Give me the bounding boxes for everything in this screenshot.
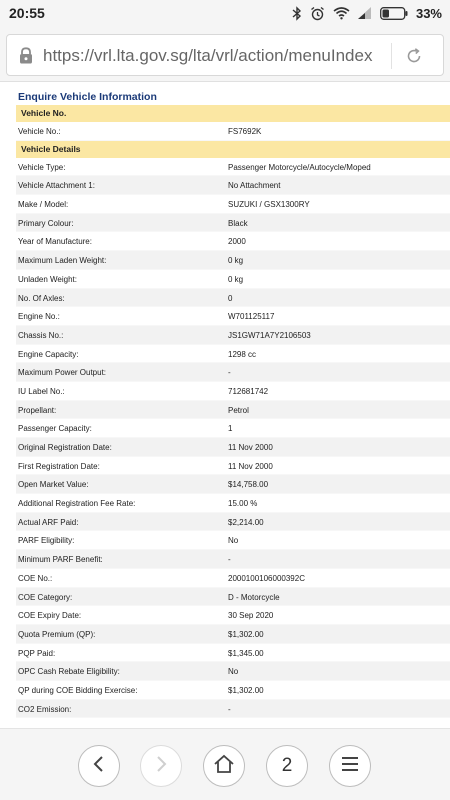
field-value: $2,214.00	[228, 517, 264, 527]
field-value: D - Motorcycle	[228, 592, 280, 602]
table-row	[16, 550, 450, 569]
field-label: Primary Colour:	[18, 218, 74, 228]
table-row	[16, 700, 450, 719]
page-content	[0, 83, 450, 723]
field-label: OPC Cash Rebate Eligibility:	[18, 667, 120, 677]
bluetooth-icon	[292, 6, 302, 21]
alarm-icon	[310, 6, 325, 21]
table-row	[16, 401, 450, 420]
field-label: No. Of Axles:	[18, 293, 65, 303]
field-label: Additional Registration Fee Rate:	[18, 499, 136, 509]
field-label: Vehicle Type:	[18, 162, 66, 172]
field-label: Maximum Laden Weight:	[18, 256, 107, 266]
table-row	[16, 326, 450, 345]
field-label: Maximum Power Output:	[18, 368, 107, 378]
table-row	[16, 475, 450, 494]
field-label: Year of Manufacture:	[18, 237, 92, 247]
wifi-icon	[333, 6, 350, 20]
field-value: $1,302.00	[228, 685, 264, 695]
field-value: -	[228, 704, 231, 714]
lock-icon	[19, 47, 33, 69]
forward-button[interactable]	[140, 745, 182, 787]
table-row	[16, 122, 450, 141]
home-button[interactable]	[203, 745, 245, 787]
table-row	[16, 158, 450, 177]
field-value: 11 Nov 2000	[228, 461, 273, 471]
field-value: -	[228, 368, 231, 378]
field-label: Open Market Value:	[18, 480, 89, 490]
field-value: $1,345.00	[228, 648, 264, 658]
table-row	[16, 307, 450, 326]
table-row	[16, 438, 450, 457]
tabs-button[interactable]	[266, 745, 308, 787]
table-row	[16, 345, 450, 364]
field-label: Engine No.:	[18, 312, 60, 322]
table-row	[16, 494, 450, 513]
field-label: Vehicle No.:	[18, 127, 61, 136]
field-value: No Attachment	[228, 181, 281, 191]
battery-icon	[380, 7, 408, 20]
table-row	[16, 681, 450, 700]
field-label: Original Registration Date:	[18, 443, 112, 452]
field-label: COE Category:	[18, 592, 73, 602]
status-bar	[0, 0, 450, 26]
table-row	[16, 251, 450, 270]
chevron-left-icon	[91, 755, 107, 778]
table-row	[16, 232, 450, 251]
field-label: QP during COE Bidding Exercise:	[18, 685, 138, 695]
table-row	[16, 382, 450, 401]
field-label: Make / Model:	[18, 200, 69, 210]
table-row	[16, 531, 450, 550]
status-time: 20:55	[9, 5, 45, 21]
table-row	[16, 625, 450, 644]
section-header: Vehicle Details	[16, 141, 450, 158]
field-value: 11 Nov 2000	[228, 443, 273, 452]
table-row	[16, 644, 450, 663]
vehicle-info-table	[16, 105, 450, 718]
table-row	[16, 214, 450, 233]
table-row	[16, 419, 450, 438]
field-label: Unladen Weight:	[18, 274, 77, 284]
field-label: CO2 Emission:	[18, 704, 72, 714]
field-value: -	[228, 555, 231, 565]
field-label: Vehicle Attachment 1:	[18, 181, 95, 191]
field-label: Minimum PARF Benefit:	[18, 555, 103, 565]
field-label: COE No.:	[18, 573, 53, 583]
field-label: Quota Premium (QP):	[18, 629, 96, 639]
field-value: Petrol	[228, 405, 249, 415]
table-row	[16, 176, 450, 195]
back-button[interactable]	[78, 745, 120, 787]
browser-toolbar	[0, 26, 450, 82]
address-bar[interactable]	[6, 34, 444, 76]
field-value: $1,302.00	[228, 629, 264, 639]
field-label: First Registration Date:	[18, 461, 100, 471]
field-label: Chassis No.:	[18, 330, 64, 340]
tab-count: 2	[281, 755, 293, 776]
table-row	[16, 662, 450, 681]
field-value: Passenger Motorcycle/Autocycle/Moped	[228, 162, 371, 172]
field-label: Passenger Capacity:	[18, 424, 92, 434]
field-label: Engine Capacity:	[18, 349, 79, 359]
field-value: SUZUKI / GSX1300RY	[228, 200, 310, 210]
table-row	[16, 569, 450, 588]
field-label: IU Label No.:	[18, 386, 65, 396]
table-row	[16, 606, 450, 625]
table-row	[16, 513, 450, 532]
table-row	[16, 363, 450, 382]
table-row	[16, 270, 450, 289]
field-value: 0	[228, 293, 233, 303]
status-icons	[292, 4, 442, 22]
chevron-right-icon	[153, 755, 169, 778]
url-text[interactable]: https://vrl.lta.gov.sg/lta/vrl/action/menuIndex	[43, 46, 373, 65]
signal-icon	[358, 7, 372, 19]
field-value: No	[228, 536, 239, 546]
field-value: No	[228, 667, 239, 677]
field-value: 2000	[228, 237, 246, 247]
field-label: Actual ARF Paid:	[18, 517, 79, 527]
table-row	[16, 289, 450, 308]
field-label: COE Expiry Date:	[18, 611, 82, 621]
page-title: Enquire Vehicle Information	[18, 91, 157, 103]
field-value: 30 Sep 2020	[228, 611, 274, 621]
hamburger-menu-icon	[341, 756, 359, 777]
reload-icon[interactable]	[403, 45, 427, 67]
field-value: 0 kg	[228, 274, 244, 284]
field-value: 712681742	[228, 386, 269, 396]
table-row	[16, 195, 450, 214]
table-row	[16, 588, 450, 607]
field-value: 15.00 %	[228, 499, 258, 509]
field-value: Black	[228, 218, 248, 228]
field-value: 0 kg	[228, 256, 244, 266]
home-icon	[213, 754, 235, 779]
table-row	[16, 457, 450, 476]
field-label: PQP Paid:	[18, 648, 56, 658]
field-value: $14,758.00	[228, 480, 269, 490]
menu-button[interactable]	[329, 745, 371, 787]
field-value: 1298 cc	[228, 349, 257, 359]
field-value: 1	[228, 424, 233, 434]
address-divider	[391, 43, 392, 69]
bottom-navigation	[0, 728, 450, 800]
field-label: PARF Eligibility:	[18, 536, 75, 546]
field-value: W701125117	[228, 312, 275, 322]
field-value: JS1GW71A7Y2106503	[228, 330, 311, 340]
section-header: Vehicle No.	[16, 105, 450, 122]
field-label: Propellant:	[18, 405, 57, 415]
field-value: 2000100106000392C	[228, 573, 305, 583]
battery-percent: 33%	[415, 5, 442, 21]
field-value: FS7692K	[228, 127, 262, 136]
